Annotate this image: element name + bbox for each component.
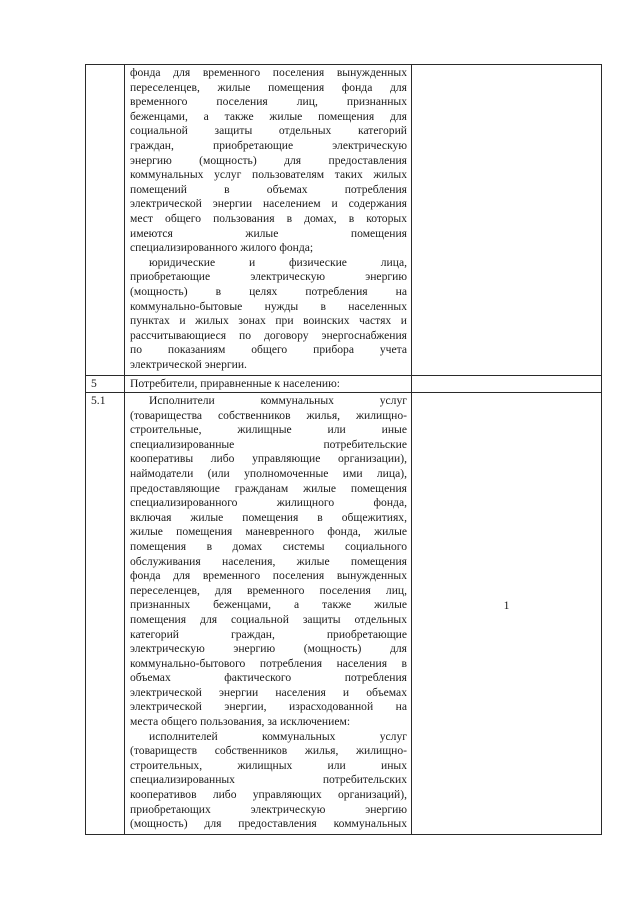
row-text	[125, 65, 411, 374]
text-line: помещений в объемах потребления	[130, 182, 407, 196]
text-line: переселенцев, жилые помещения фонда для	[130, 80, 407, 94]
table-row	[86, 376, 602, 393]
table-row	[86, 393, 602, 835]
tariff-value-cell	[412, 65, 602, 376]
text-line: граждан, приобретающие электрическую	[130, 138, 407, 152]
text-line: электрической энергии населения и объемах	[130, 685, 407, 699]
text-line: электрической энергии.	[130, 357, 247, 371]
text-line: помещения в домах системы социального	[130, 539, 407, 553]
text-line: объемах фактического потребления	[130, 671, 407, 685]
table-row	[86, 65, 602, 376]
text-line: беженцами, а также жилые помещения для	[130, 109, 407, 123]
text-line: места общего пользования, за исключением:	[130, 715, 351, 729]
text-line: предоставляющие гражданам жилые помещения	[130, 481, 407, 495]
text-line: мест общего пользования в домах, в которых	[130, 211, 407, 225]
text-line: фонда для временного поселения вынужденных	[130, 66, 407, 79]
row-text	[125, 393, 411, 834]
text-line: социальной защиты отдельных категорий	[130, 124, 407, 138]
text-line: специализированных потребительских	[130, 773, 407, 787]
text-line: (мощность) в целях потребления на	[130, 284, 407, 298]
tariff-consumer-table	[85, 64, 602, 835]
row-text: Потребители, приравненные к населению:	[130, 377, 341, 390]
tariff-value-cell	[412, 393, 602, 835]
text-line: включая жилые помещения в общежитиях,	[130, 510, 407, 524]
text-line: наймодатели (или уполномоченные ими лица),	[130, 466, 407, 480]
text-line: имеются жилые помещения	[130, 226, 407, 240]
text-line: специализированные потребительские	[130, 437, 407, 451]
text-line: электрической энергии населением и содержания	[130, 197, 407, 211]
text-line: жилые помещения маневренного фонда, жилые	[130, 525, 407, 539]
text-line: специализированного жилищного фонда,	[130, 496, 407, 510]
text-line: строительных, жилищных или иных	[130, 758, 407, 772]
text-line: Исполнители коммунальных услуг	[149, 394, 407, 407]
text-line: (товариществ собственников жилья, жилищно-	[130, 744, 407, 758]
text-line: признанных беженцами, а также жилые	[130, 598, 407, 612]
tariff-value: 1	[503, 599, 510, 612]
row-number-cell: 5.1	[86, 393, 125, 835]
text-line: кооперативов либо управляющих организаций),	[130, 788, 407, 802]
consumer-description-cell	[125, 376, 412, 393]
consumer-description-cell	[125, 393, 412, 835]
tariff-value-cell	[412, 376, 602, 393]
text-line: по показаниям общего прибора учета	[130, 343, 407, 357]
text-line: помещения для социальной защиты отдельных	[130, 612, 407, 626]
text-line: энергию (мощность) для предоставления	[130, 153, 407, 167]
text-line: пунктах и жилых зонах при воинских частях и	[130, 314, 407, 328]
text-line: юридические и физические лица,	[149, 255, 407, 269]
text-line: коммунально-бытовые нужды в населенных	[130, 299, 407, 313]
text-line: приобретающие электрическую энергию	[130, 270, 407, 284]
text-line: коммунальных услуг пользователям таких жилых	[130, 168, 407, 182]
text-line: коммунально-бытового потребления населения в	[130, 656, 407, 670]
text-line: обслуживания населения, жилые помещения	[130, 554, 407, 568]
text-line: строительные, жилищные или иные	[130, 423, 407, 437]
text-line: (товарищества собственников жилья, жилищно-	[130, 408, 407, 422]
row-number-cell	[86, 65, 125, 376]
text-line: фонда для временного поселения вынужденных	[130, 569, 407, 583]
text-line: (мощность) для предоставления коммунальных	[130, 817, 407, 831]
text-line: рассчитывающиеся по договору энергоснабжения	[130, 328, 407, 342]
text-line: категорий граждан, приобретающие	[130, 627, 407, 641]
text-line: временного поселения лиц, признанных	[130, 95, 407, 109]
row-number-cell: 5	[86, 376, 125, 393]
consumer-description-cell	[125, 65, 412, 376]
text-line: специализированного жилого фонда;	[130, 241, 314, 255]
text-line: исполнителей коммунальных услуг	[149, 729, 407, 743]
text-line: кооперативы либо управляющие организации),	[130, 452, 407, 466]
text-line: электрической энергии, израсходованной на	[130, 700, 407, 714]
text-line: переселенцев, для временного поселения лиц,	[130, 583, 407, 597]
text-line: электрическую энергию (мощность) для	[130, 642, 407, 656]
text-line: приобретающих электрическую энергию	[130, 802, 407, 816]
